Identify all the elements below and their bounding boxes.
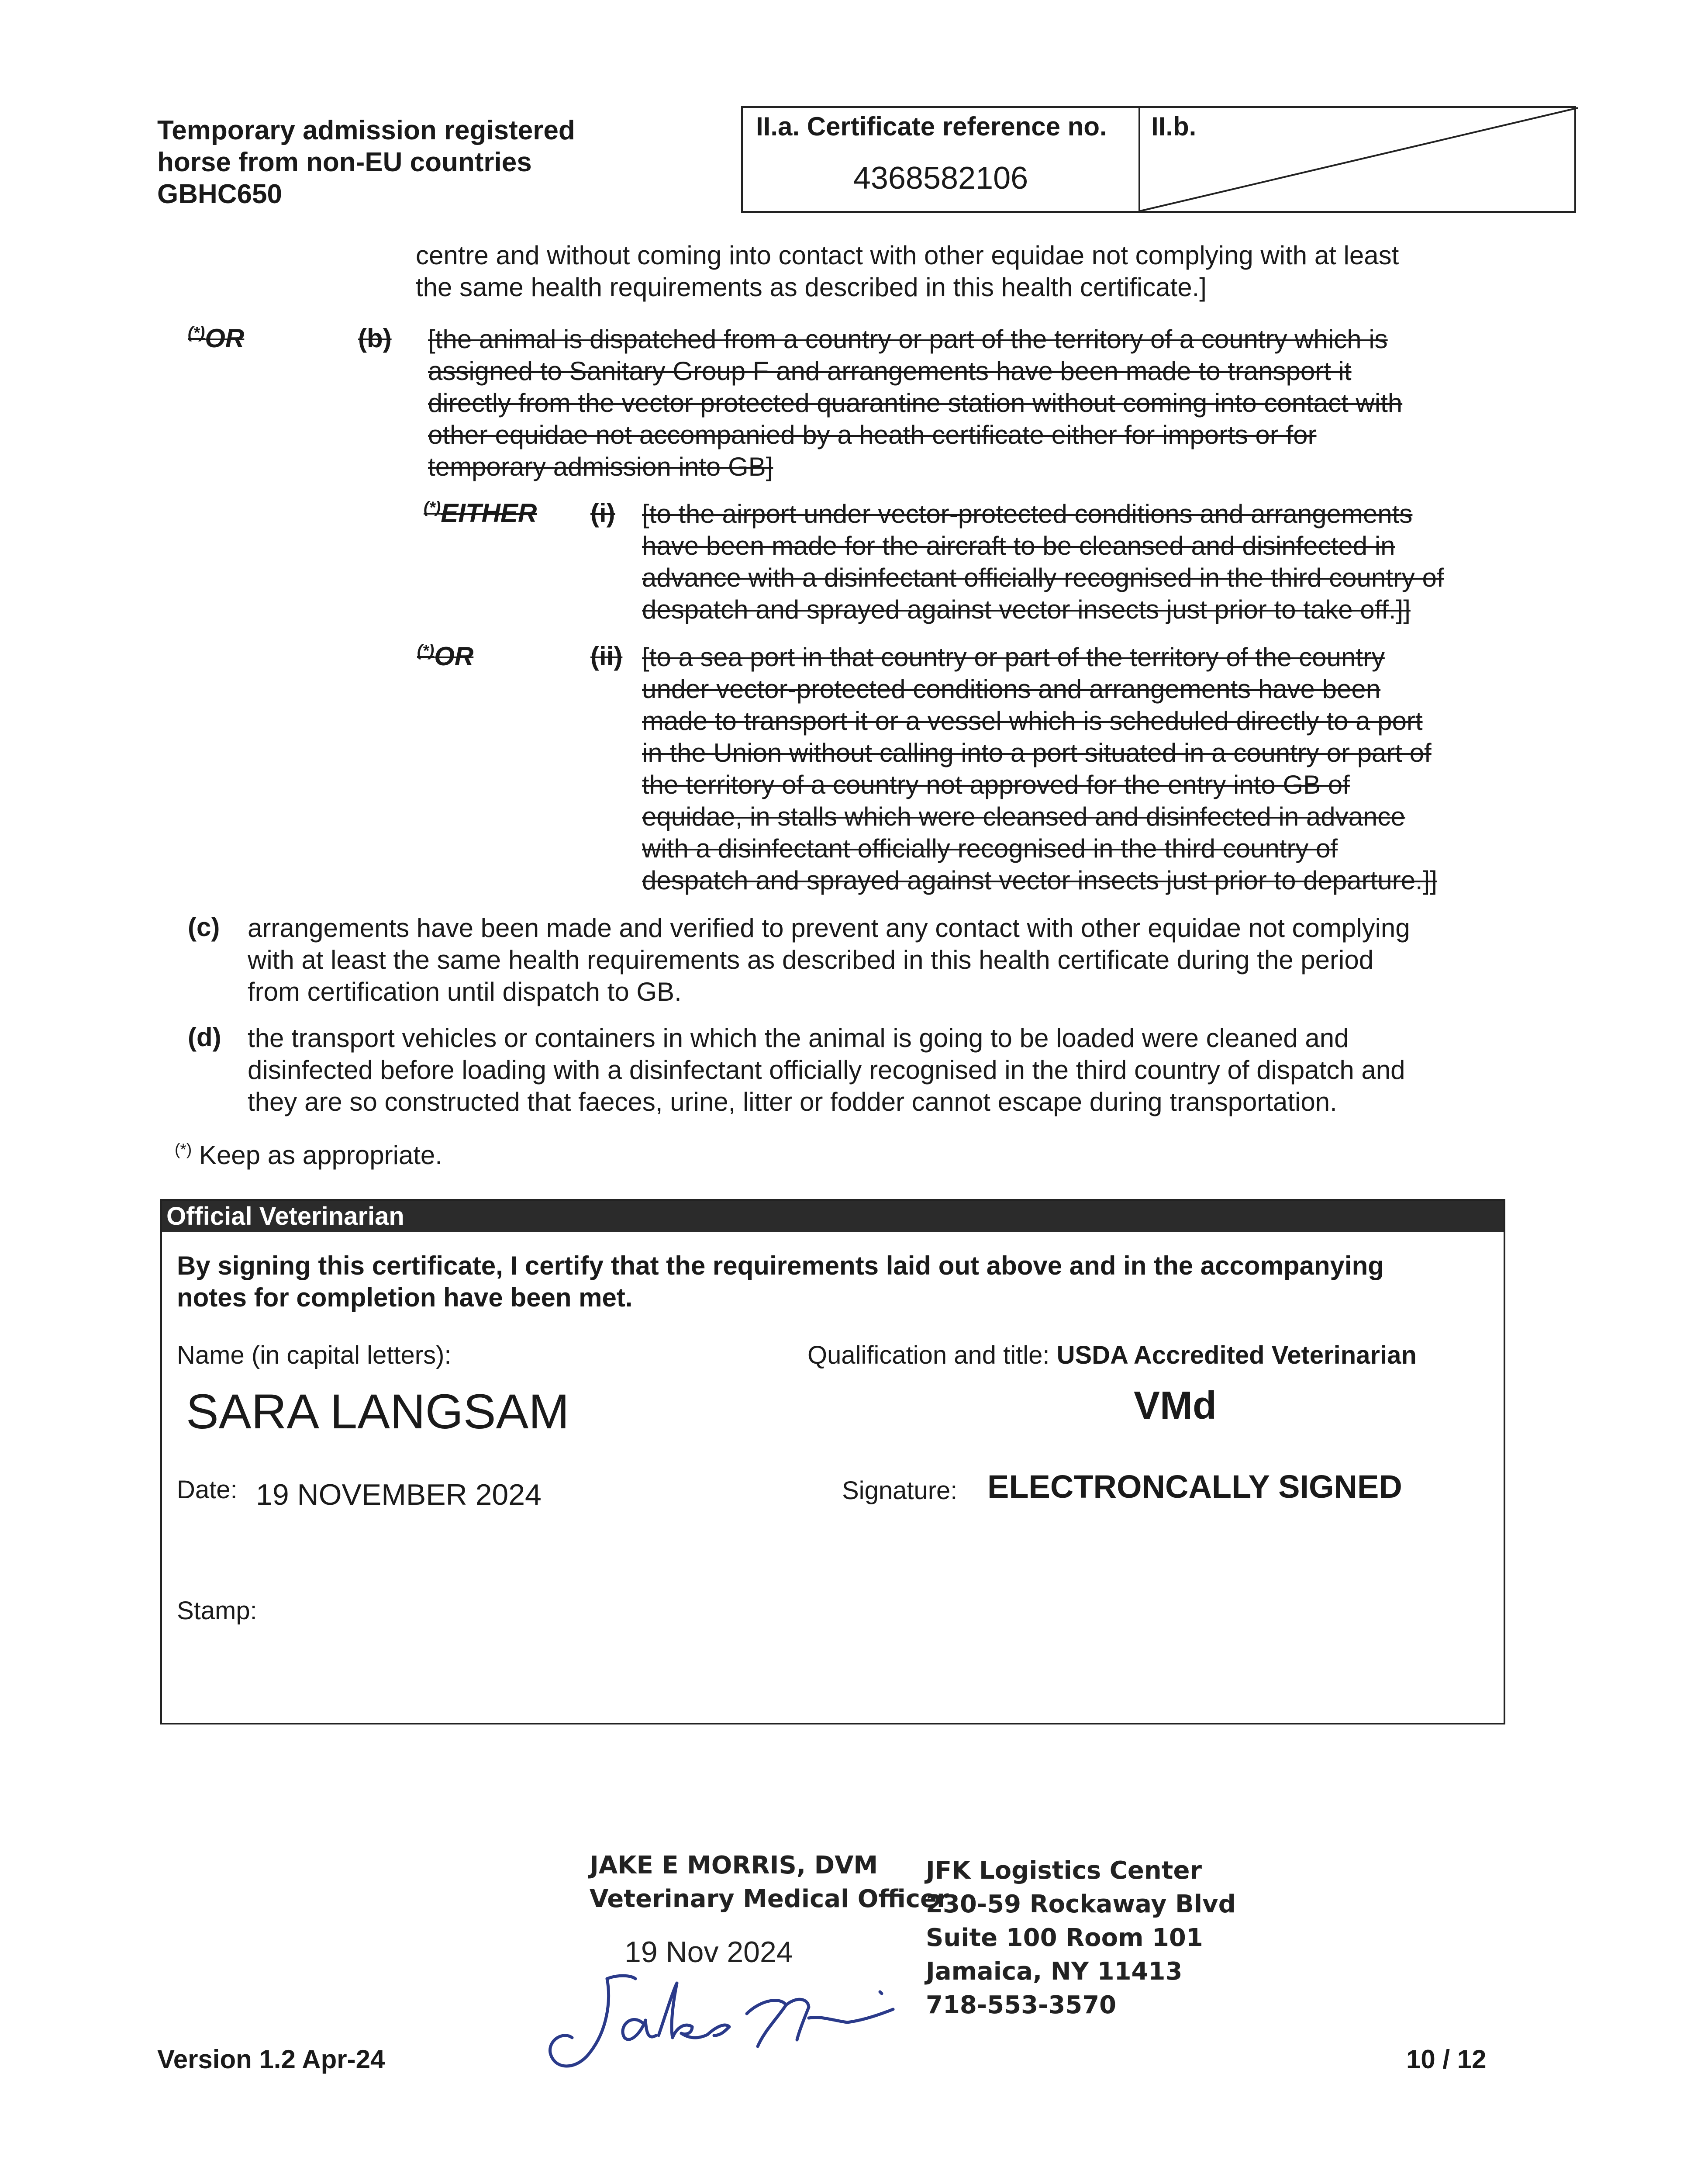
ii-line: [to a sea port in that country or part of the territory of the country <box>642 643 1385 672</box>
or-marker-b: (*)OR <box>188 323 245 353</box>
c-text <box>248 912 1553 1008</box>
name-value: SARA LANGSAM <box>186 1384 569 1439</box>
officer-title: Veterinary Medical Officer <box>590 1885 949 1913</box>
stamp-label: Stamp: <box>177 1597 257 1625</box>
i-label: (i) <box>590 498 615 528</box>
address-line: Jamaica, NY 11413 <box>926 1957 1183 1986</box>
ii-text <box>642 641 1559 896</box>
or-marker-ii: (*)OR <box>417 641 474 671</box>
b-line: [the animal is dispatched from a country or part of the territory of a country which is <box>428 325 1388 354</box>
d-line: the transport vehicles or containers in which the animal is going to be loaded were cleaned and <box>248 1023 1349 1053</box>
b-line: other equidae not accompanied by a heath certificate either for imports or for <box>428 420 1317 449</box>
continuation-line: centre and without coming into contact with other equidae not complying with at least <box>416 241 1399 270</box>
version-label: Version 1.2 Apr-24 <box>157 2045 385 2074</box>
continuation-line: the same health requirements as described in this health certificate.] <box>416 273 1207 302</box>
b-text <box>428 323 1546 483</box>
certify-line: notes for completion have been met. <box>177 1283 633 1312</box>
i-line: have been made for the aircraft to be cleansed and disinfected in <box>642 531 1395 560</box>
b-label: (b) <box>358 324 392 353</box>
b-line: directly from the vector protected quarantine station without coming into contact with <box>428 388 1403 418</box>
ii-line: the territory of a country not approved for the entry into GB of <box>642 770 1350 799</box>
ii-line: equidae, in stalls which were cleansed and disinfected in advance <box>642 802 1405 831</box>
address-line: JFK Logistics Center <box>926 1856 1202 1885</box>
ii-line: made to transport it or a vessel which is scheduled directly to a port <box>642 706 1423 736</box>
qualification-value: USDA Accredited Veterinarian <box>1056 1341 1417 1369</box>
d-text <box>248 1022 1553 1118</box>
address-line: Suite 100 Room 101 <box>926 1924 1203 1952</box>
title-line-2: horse from non-EU countries <box>157 147 532 177</box>
signature-label: Signature: <box>842 1476 958 1505</box>
keep-as-appropriate-note: (*) Keep as appropriate. <box>175 1140 442 1170</box>
qualification-degree: VMd <box>1134 1384 1217 1427</box>
ii-line: despatch and sprayed against vector insects just prior to departure.]] <box>642 866 1438 895</box>
c-line: arrangements have been made and verified to prevent any contact with other equidae not complying <box>248 913 1410 943</box>
qualification-label: Qualification and title: <box>807 1341 1050 1369</box>
signature-value: ELECTRONCALLY SIGNED <box>987 1469 1402 1505</box>
c-line: from certification until dispatch to GB. <box>248 977 682 1006</box>
ii-label: (ii) <box>590 642 623 671</box>
endorsing-officer <box>590 1849 949 1916</box>
d-line: disinfected before loading with a disinfectant officially recognised in the third country of dispatch and <box>248 1055 1405 1085</box>
title-line-1: Temporary admission registered <box>157 115 575 145</box>
svg-text:Jake Mi: Jake Mi <box>542 1960 566 1967</box>
handwritten-signature <box>542 1960 900 2079</box>
address-line: 230-59 Rockaway Blvd <box>926 1890 1236 1918</box>
either-marker: (*)EITHER <box>424 498 537 528</box>
address-line: 718-553-3570 <box>926 1991 1117 2019</box>
ii-line: under vector-protected conditions and arrangements have been <box>642 674 1381 704</box>
ref-number: 4368582106 <box>853 161 1028 196</box>
iib-diagonal-strike <box>1140 108 1578 211</box>
i-line: advance with a disinfectant officially recognised in the third country of <box>642 563 1444 592</box>
date-value: 19 NOVEMBER 2024 <box>256 1478 542 1511</box>
i-text <box>642 498 1559 625</box>
name-label: Name (in capital letters): <box>177 1341 452 1369</box>
b-line: assigned to Sanitary Group F and arrangements have been made to transport it <box>428 356 1352 386</box>
officer-name: JAKE E MORRIS, DVM <box>590 1851 878 1880</box>
continuation-text <box>416 239 1551 303</box>
title-line-3: GBHC650 <box>157 179 282 209</box>
c-label: (c) <box>188 912 220 942</box>
ii-line: with a disinfectant officially recognised in the third country of <box>642 834 1338 863</box>
i-line: despatch and sprayed against vector insects just prior to take off.]] <box>642 595 1411 624</box>
qualification-field <box>807 1341 1417 1370</box>
b-line: temporary admission into GB] <box>428 452 773 481</box>
date-label: Date: <box>177 1476 238 1504</box>
endorsement-address <box>926 1854 1236 2022</box>
page-number: 10 / 12 <box>1406 2045 1487 2074</box>
ref-label: II.a. Certificate reference no. <box>756 112 1107 141</box>
endorsement-date: 19 Nov 2024 <box>624 1935 793 1969</box>
official-veterinarian-section <box>160 1199 1505 1724</box>
d-line: they are so constructed that faeces, urine, litter or fodder cannot escape during transportation. <box>248 1087 1337 1116</box>
certificate-reference-box <box>741 106 1576 213</box>
ii-line: in the Union without calling into a port situated in a country or part of <box>642 738 1432 767</box>
vet-section-header: Official Veterinarian <box>162 1201 1504 1232</box>
certify-line: By signing this certificate, I certify that the requirements laid out above and in the accompanying <box>177 1251 1384 1280</box>
d-label: (d) <box>188 1023 221 1052</box>
iib-label: II.b. <box>1151 112 1197 141</box>
certificate-title <box>157 114 681 210</box>
c-line: with at least the same health requirements as described in this health certificate during the period <box>248 945 1374 975</box>
i-line: [to the airport under vector-protected conditions and arrangements <box>642 499 1413 529</box>
certification-statement <box>177 1250 1487 1313</box>
